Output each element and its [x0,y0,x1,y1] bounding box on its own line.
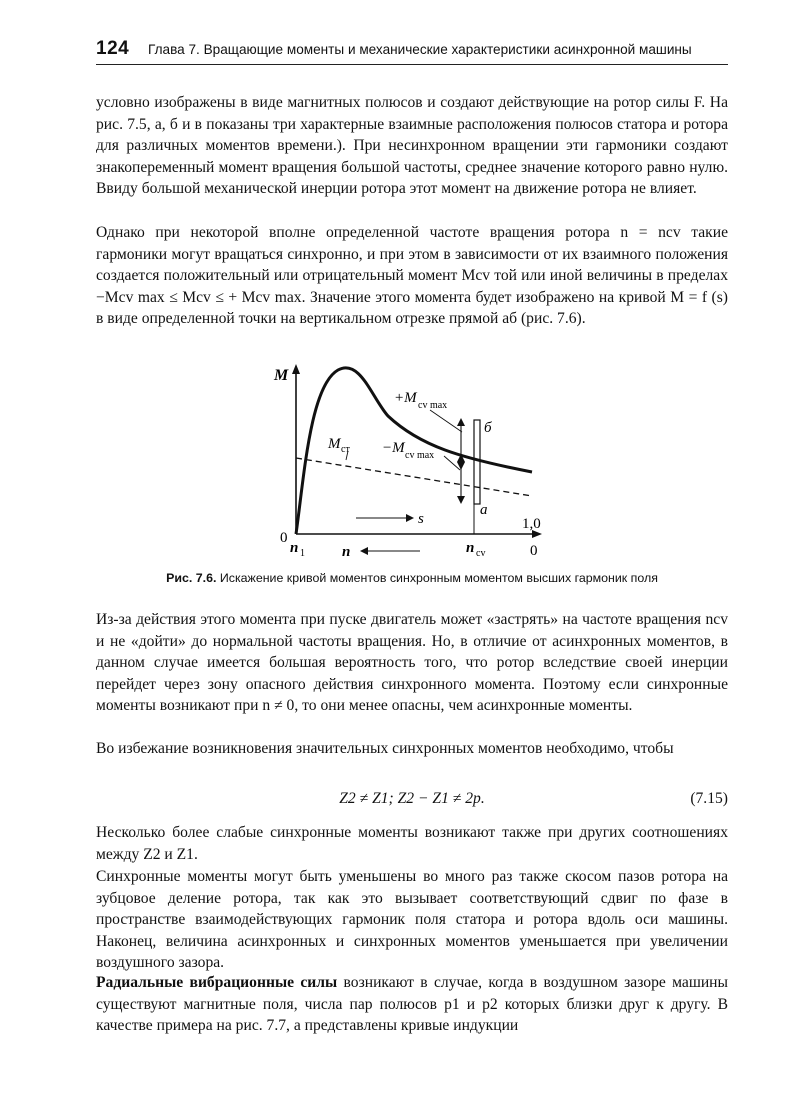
ncv-subscript: cv [476,548,486,559]
paragraph-3: Из-за действия этого момента при пуске двигатель может «застрять» на частоте вращения ncv и не «дойти» до нормальной частоты вращения. Но, в отличие от асинхронных моментов, в данном случае имеется большая вероятность того, что ротор вследствие своей инерции перейдет через зону опасного действия синхронного момента. Поэтому если синхронные моменты возникают при n ≠ 0, то они менее опасны, чем асинхронные моменты. [96,611,728,714]
a-label: а [480,502,488,518]
minus-m-label: −M [382,440,405,456]
ncv-label: n [466,540,475,556]
equation-number: (7.15) [690,790,728,807]
up-arrow-head [457,418,465,426]
mst-subscript: ст [341,444,350,455]
page-number: 124 [96,38,130,59]
figure-7-6 [260,358,550,563]
paragraph-2: Однако при некоторой вполне определенной частоте вращения ротора n = ncv такие гармоники могут вращаться синхронно, и при этом в зависимости от их взаимного положения создается положительный или отрицательный момент Mcv той или иной величины в пределах −Mcv max ≤ Mcv ≤ + Mcv max. Значение этого момента будет изображено на кривой M = f (s) в виде определенной точки на вертикальном отрезке прямой аб (рис. 7.6). [96,224,728,327]
n1-subscript: 1 [300,548,305,559]
running-header [96,38,728,65]
paragraph-1: условно изображены в виде магнитных полюсов и создают действующие на ротор силы F. На рис. 7.5, а, б и в показаны три характерные взаимные расположения полюсов статора и ротора для различных моментов времени.). При несинхронном вращении эти гармоники создают знакопеременный момент вращения большой частоты, среднее значение которого равно нулю. Ввиду большой механической инерции ротора этот момент на движение ротора не влияет. [96,94,728,197]
paragraph-7 [96,972,728,1037]
plus-m-subscript: cv max [418,400,448,411]
s-arrow-head [406,514,414,522]
minus-m-subscript: cv max [405,450,435,461]
down-arrow-head [457,496,465,504]
chapter-title: Глава 7. Вращающие моменты и механические характеристики асинхронной машины [148,42,692,57]
paragraph-6: Синхронные моменты могут быть уменьшены во много раз также скосом пазов ротора на зубцовое деление ротора, так как это вызывает соответствующий сдвиг по фазе в пространстве взаимодействующих гармоник поля статора и ротора вдоль оси машины. Наконец, величина асинхронных и синхронных моментов уменьшается при увеличении воздушного зазора. [96,868,728,971]
n-arrow-label: n [342,544,351,560]
caption-label: Рис. 7.6. [166,571,217,585]
n1-label: n [290,540,299,556]
segment-ab-box [474,420,480,504]
paragraph-7-lead: Радиальные вибрационные силы [96,974,338,991]
n-arrow-head [360,547,368,555]
axis-label-m: M [274,367,289,384]
origin-label: 0 [280,530,288,546]
mst-label: M [328,436,341,452]
zero-label: 0 [530,543,538,559]
equation-7-15 [96,790,728,812]
b-label: б [484,420,492,436]
one-label: 1,0 [522,516,541,532]
figure-caption [96,571,728,585]
paragraph-5: Несколько более слабые синхронные моменты возникают также при других соотношениях между Z2 и Z1. [96,824,728,863]
s-label: s [418,511,424,527]
y-axis-arrow [292,364,300,374]
plus-m-label: +M [394,390,417,406]
paragraph-4: Во избежание возникновения значительных синхронных моментов необходимо, чтобы [96,740,674,757]
equation-expression: Z2 ≠ Z1; Z2 − Z1 ≠ 2p. [339,790,485,807]
plus-m-leader [430,410,462,432]
caption-text: Искажение кривой моментов синхронным моментом высших гармоник поля [216,571,658,585]
paragraph-7-body: возникают в случае, когда в воздушном зазоре машины существуют магнитные поля, числа пар полюсов p1 и p2 которых близки друг к другу. В качестве примера на рис. 7.7, а представлены кривые индукции [96,974,728,1034]
